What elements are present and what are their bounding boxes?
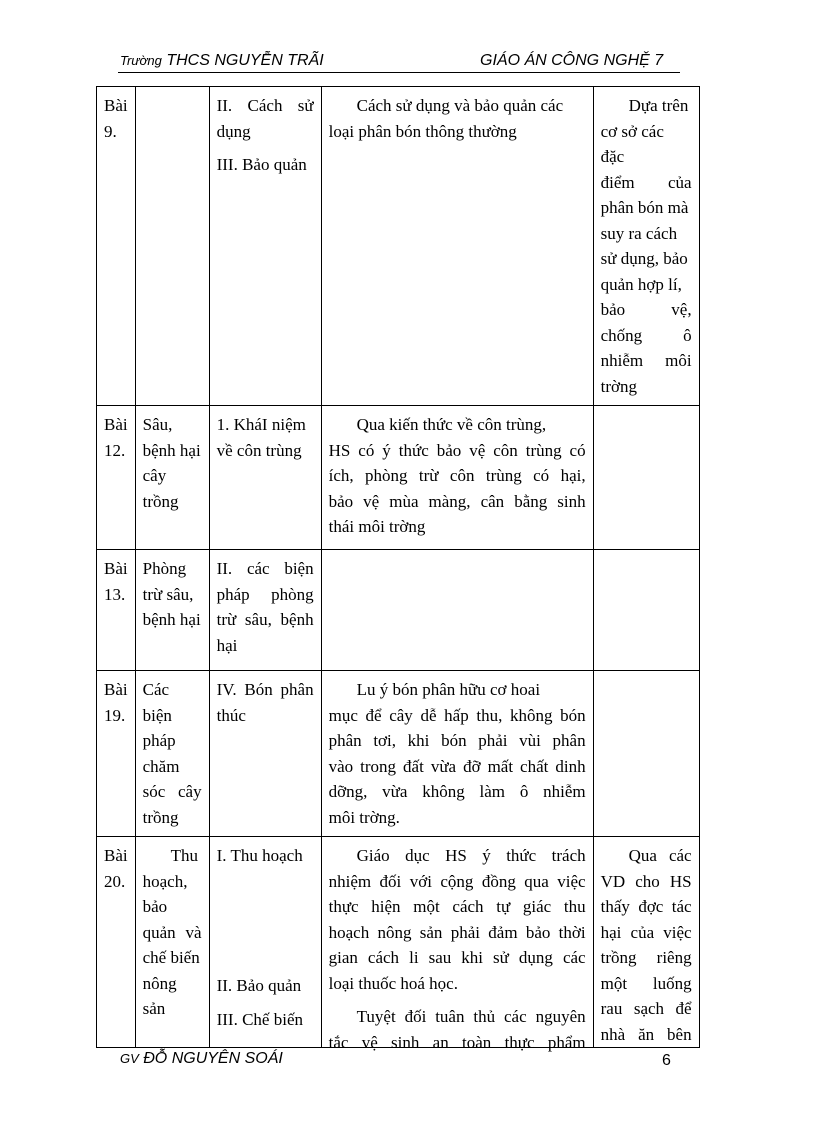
- table-row: [97, 837, 700, 1048]
- section-cell: IV. Bón phân thúc: [209, 671, 321, 837]
- lesson-cell: Bài 9.: [97, 87, 136, 406]
- gv-prefix: GV: [120, 1051, 139, 1066]
- teacher-name: ĐỖ NGUYÊN SOÁI: [143, 1050, 283, 1067]
- method-cell: [593, 406, 699, 550]
- page-footer: [120, 1050, 680, 1068]
- section-cell: I. Thu hoạch II. Bảo quản III. Chế biến: [209, 837, 321, 1048]
- lesson-table: [96, 86, 700, 1052]
- content-cell: Qua kiến thức về côn trùng, HS có ý thức bảo vệ côn trùng có ích, phòng trừ côn trùng có hại, bảo vệ mùa màng, cân bằng sinh thái môi trờng: [321, 406, 593, 550]
- table-row: [97, 406, 700, 550]
- lesson-cell: Bài 12.: [97, 406, 136, 550]
- topic-cell: Sâu, bệnh hại cây trồng: [135, 406, 209, 550]
- header-divider: [118, 72, 680, 73]
- content-cell: Giáo dục HS ý thức trách nhiệm đối với cộng đồng qua việc thực hiện một cách tự giác thu hoạch nông sản phải đảm bảo thời gian cách li sau khi sử dụng các loại thuốc hoá học. Tuyệt đối tuân thủ các nguyên tắc vệ sinh an toàn thực phẩm: [321, 837, 593, 1048]
- school-name: [120, 52, 324, 70]
- subject-title: GIÁO ÁN CÔNG NGHỆ 7: [480, 52, 664, 69]
- topic-cell: [135, 87, 209, 406]
- method-cell: Dựa trên cơ sở các đặc điểm của phân bón mà suy ra cách sử dụng, bảo quản hợp lí, bảo vệ, chống ô nhiễm môi trờng: [593, 87, 699, 406]
- table-row: [97, 87, 700, 406]
- school-prefix: Trường: [120, 53, 162, 68]
- school-title: THCS NGUYỄN TRÃI: [166, 52, 324, 69]
- content-cell: Lu ý bón phân hữu cơ hoai mục để cây dễ hấp thu, không bón phân tơi, khi bón phải vùi phân vào trong đất vừa đỡ mất chất dinh dỡng, vừa không làm ô nhiễm môi trờng.: [321, 671, 593, 837]
- page-header: [120, 52, 680, 74]
- table-row: [97, 550, 700, 671]
- section-cell: 1. KháI niệm về côn trùng: [209, 406, 321, 550]
- content-cell: [321, 550, 593, 671]
- page-number: 6: [662, 1052, 671, 1069]
- lesson-cell: Bài 19.: [97, 671, 136, 837]
- lesson-cell: Bài 20.: [97, 837, 136, 1048]
- method-cell: [593, 671, 699, 837]
- lesson-cell: Bài 13.: [97, 550, 136, 671]
- method-cell: Qua các VD cho HS thấy đợc tác hại của việc trồng riêng một luống rau sạch để nhà ăn bên: [593, 837, 699, 1048]
- topic-cell: Phòng trừ sâu, bệnh hại: [135, 550, 209, 671]
- section-cell: II. Cách sử dụng III. Bảo quản: [209, 87, 321, 406]
- method-cell: [593, 550, 699, 671]
- topic-cell: Thu hoạch, bảo quản và chế biến nông sản: [135, 837, 209, 1048]
- section-cell: II. các biện pháp phòng trừ sâu, bệnh hại: [209, 550, 321, 671]
- table-row: [97, 671, 700, 837]
- topic-cell: Các biện pháp chăm sóc cây trồng: [135, 671, 209, 837]
- content-cell: Cách sử dụng và bảo quản các loại phân bón thông thường: [321, 87, 593, 406]
